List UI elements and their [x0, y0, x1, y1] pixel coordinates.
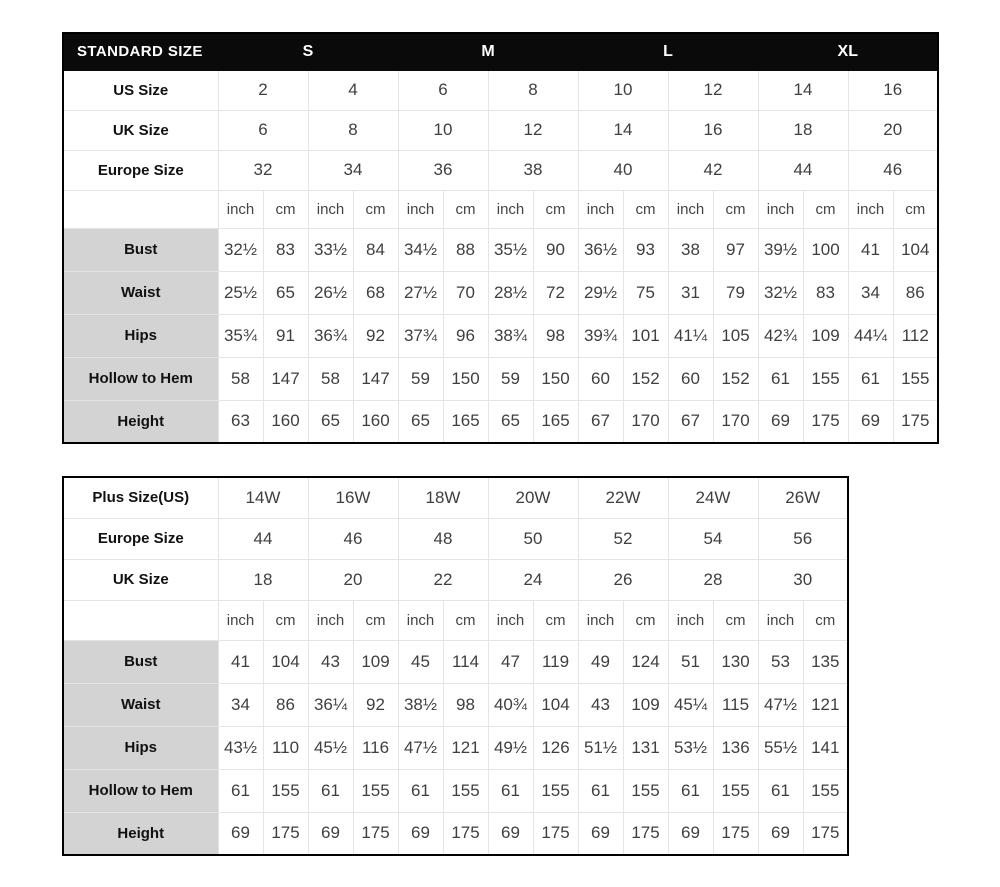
unit-label-inch: inch — [398, 190, 443, 228]
unit-label-cm: cm — [353, 190, 398, 228]
standard-size-table-body — [63, 33, 938, 443]
measurement-value: 155 — [263, 769, 308, 812]
unit-label-inch: inch — [758, 600, 803, 640]
size-value: 16W — [308, 477, 398, 518]
measurement-value: 86 — [893, 271, 938, 314]
row-height — [63, 400, 938, 443]
measurement-value: 114 — [443, 640, 488, 683]
size-value: 10 — [398, 110, 488, 150]
measurement-value: 33½ — [308, 228, 353, 271]
measurement-value: 155 — [353, 769, 398, 812]
size-value: 38 — [488, 150, 578, 190]
unit-label-cm: cm — [713, 190, 758, 228]
measurement-value: 65 — [488, 400, 533, 443]
plus-size-table-body — [63, 477, 848, 855]
measurement-value: 43 — [308, 640, 353, 683]
standard-size-title: STANDARD SIZE — [63, 33, 218, 70]
measurement-value: 47 — [488, 640, 533, 683]
measurement-value: 100 — [803, 228, 848, 271]
size-value: 34 — [308, 150, 398, 190]
size-group-s: S — [218, 33, 398, 70]
row-label-hips: Hips — [63, 726, 218, 769]
unit-label-cm: cm — [893, 190, 938, 228]
measurement-value: 69 — [758, 812, 803, 855]
size-value: 50 — [488, 518, 578, 559]
measurement-value: 41 — [848, 228, 893, 271]
unit-label-cm: cm — [263, 600, 308, 640]
measurement-value: 61 — [398, 769, 443, 812]
measurement-value: 155 — [443, 769, 488, 812]
size-value: 54 — [668, 518, 758, 559]
measurement-value: 155 — [713, 769, 758, 812]
size-value: 42 — [668, 150, 758, 190]
measurement-value: 70 — [443, 271, 488, 314]
measurement-value: 130 — [713, 640, 758, 683]
measurement-value: 40¾ — [488, 683, 533, 726]
size-value: 28 — [668, 559, 758, 600]
measurement-value: 121 — [443, 726, 488, 769]
size-value: 52 — [578, 518, 668, 559]
measurement-value: 75 — [623, 271, 668, 314]
unit-label-inch: inch — [668, 600, 713, 640]
row-label-plus-size-us: Plus Size(US) — [63, 477, 218, 518]
unit-label-inch: inch — [488, 190, 533, 228]
measurement-value: 175 — [803, 812, 848, 855]
table-gap — [62, 444, 1000, 476]
measurement-value: 109 — [353, 640, 398, 683]
measurement-value: 41 — [218, 640, 263, 683]
row-label-uk-size: UK Size — [63, 559, 218, 600]
measurement-value: 61 — [488, 769, 533, 812]
size-value: 46 — [308, 518, 398, 559]
measurement-value: 44¼ — [848, 314, 893, 357]
measurement-value: 32½ — [218, 228, 263, 271]
row-label-us-size: US Size — [63, 70, 218, 110]
unit-label-inch: inch — [668, 190, 713, 228]
measurement-value: 155 — [803, 769, 848, 812]
measurement-value: 38 — [668, 228, 713, 271]
measurement-value: 160 — [353, 400, 398, 443]
measurement-value: 61 — [218, 769, 263, 812]
measurement-value: 51½ — [578, 726, 623, 769]
measurement-value: 36¾ — [308, 314, 353, 357]
plus-size-table — [62, 476, 849, 856]
size-value: 32 — [218, 150, 308, 190]
unit-label-inch: inch — [848, 190, 893, 228]
row-label-height: Height — [63, 400, 218, 443]
measurement-value: 35¾ — [218, 314, 263, 357]
row-hips — [63, 314, 938, 357]
measurement-value: 69 — [758, 400, 803, 443]
measurement-value: 49½ — [488, 726, 533, 769]
measurement-value: 136 — [713, 726, 758, 769]
unit-label-cm: cm — [803, 600, 848, 640]
measurement-value: 49 — [578, 640, 623, 683]
measurement-value: 121 — [803, 683, 848, 726]
measurement-value: 31 — [668, 271, 713, 314]
measurement-value: 51 — [668, 640, 713, 683]
row-bust — [63, 640, 848, 683]
row-label-hips: Hips — [63, 314, 218, 357]
row-hollow-to-hem — [63, 769, 848, 812]
unit-row — [63, 190, 938, 228]
measurement-value: 175 — [353, 812, 398, 855]
measurement-value: 97 — [713, 228, 758, 271]
size-group-m: M — [398, 33, 578, 70]
size-value: 36 — [398, 150, 488, 190]
measurement-value: 69 — [668, 812, 713, 855]
measurement-value: 104 — [263, 640, 308, 683]
measurement-value: 34 — [218, 683, 263, 726]
size-value: 14 — [578, 110, 668, 150]
size-value: 6 — [218, 110, 308, 150]
measurement-value: 53 — [758, 640, 803, 683]
measurement-value: 36¼ — [308, 683, 353, 726]
measurement-value: 69 — [398, 812, 443, 855]
measurement-value: 152 — [623, 357, 668, 400]
measurement-value: 29½ — [578, 271, 623, 314]
measurement-value: 112 — [893, 314, 938, 357]
measurement-value: 65 — [308, 400, 353, 443]
measurement-value: 68 — [353, 271, 398, 314]
size-value: 12 — [488, 110, 578, 150]
measurement-value: 61 — [758, 357, 803, 400]
unit-label-cm: cm — [623, 190, 668, 228]
measurement-value: 150 — [443, 357, 488, 400]
measurement-value: 119 — [533, 640, 578, 683]
row-label-bust: Bust — [63, 228, 218, 271]
size-value: 20W — [488, 477, 578, 518]
measurement-value: 28½ — [488, 271, 533, 314]
size-value: 18 — [758, 110, 848, 150]
size-value: 6 — [398, 70, 488, 110]
measurement-value: 98 — [443, 683, 488, 726]
measurement-value: 160 — [263, 400, 308, 443]
row-label-hollow-to-hem: Hollow to Hem — [63, 769, 218, 812]
size-value: 26 — [578, 559, 668, 600]
measurement-value: 35½ — [488, 228, 533, 271]
row-waist — [63, 683, 848, 726]
measurement-value: 96 — [443, 314, 488, 357]
size-value: 10 — [578, 70, 668, 110]
measurement-value: 69 — [848, 400, 893, 443]
row-label-europe-size: Europe Size — [63, 518, 218, 559]
measurement-value: 83 — [803, 271, 848, 314]
measurement-value: 38½ — [398, 683, 443, 726]
measurement-value: 150 — [533, 357, 578, 400]
size-value: 20 — [848, 110, 938, 150]
unit-label-inch: inch — [578, 190, 623, 228]
size-value: 16 — [848, 70, 938, 110]
measurement-value: 93 — [623, 228, 668, 271]
size-value: 4 — [308, 70, 398, 110]
standard-size-table — [62, 32, 939, 444]
measurement-value: 170 — [623, 400, 668, 443]
row-label-waist: Waist — [63, 683, 218, 726]
row-uk-size — [63, 110, 938, 150]
measurement-value: 155 — [623, 769, 668, 812]
measurement-value: 60 — [668, 357, 713, 400]
measurement-value: 61 — [758, 769, 803, 812]
size-value: 16 — [668, 110, 758, 150]
row-bust — [63, 228, 938, 271]
measurement-value: 69 — [488, 812, 533, 855]
size-value: 20 — [308, 559, 398, 600]
unit-label-inch: inch — [398, 600, 443, 640]
unit-label-cm: cm — [803, 190, 848, 228]
row-hips — [63, 726, 848, 769]
row-label-height: Height — [63, 812, 218, 855]
measurement-value: 104 — [893, 228, 938, 271]
row-label-uk-size: UK Size — [63, 110, 218, 150]
measurement-value: 90 — [533, 228, 578, 271]
size-value: 46 — [848, 150, 938, 190]
measurement-value: 86 — [263, 683, 308, 726]
measurement-value: 59 — [398, 357, 443, 400]
measurement-value: 91 — [263, 314, 308, 357]
unit-label-cm: cm — [263, 190, 308, 228]
measurement-value: 155 — [533, 769, 578, 812]
measurement-value: 88 — [443, 228, 488, 271]
row-height — [63, 812, 848, 855]
measurement-value: 63 — [218, 400, 263, 443]
measurement-value: 175 — [443, 812, 488, 855]
measurement-value: 69 — [308, 812, 353, 855]
row-hollow-to-hem — [63, 357, 938, 400]
measurement-value: 72 — [533, 271, 578, 314]
unit-row-spacer — [63, 600, 218, 640]
size-value: 56 — [758, 518, 848, 559]
standard-header-row — [63, 33, 938, 70]
measurement-value: 47½ — [398, 726, 443, 769]
measurement-value: 175 — [623, 812, 668, 855]
measurement-value: 109 — [623, 683, 668, 726]
measurement-value: 61 — [308, 769, 353, 812]
size-group-xl: XL — [758, 33, 938, 70]
unit-label-inch: inch — [488, 600, 533, 640]
size-value: 40 — [578, 150, 668, 190]
measurement-value: 43 — [578, 683, 623, 726]
size-value: 22 — [398, 559, 488, 600]
unit-row — [63, 600, 848, 640]
measurement-value: 41¼ — [668, 314, 713, 357]
measurement-value: 67 — [668, 400, 713, 443]
measurement-value: 175 — [263, 812, 308, 855]
measurement-value: 155 — [893, 357, 938, 400]
measurement-value: 38¾ — [488, 314, 533, 357]
measurement-value: 175 — [533, 812, 578, 855]
measurement-value: 84 — [353, 228, 398, 271]
measurement-value: 115 — [713, 683, 758, 726]
measurement-value: 61 — [668, 769, 713, 812]
measurement-value: 34 — [848, 271, 893, 314]
row-label-bust: Bust — [63, 640, 218, 683]
size-value: 8 — [308, 110, 398, 150]
size-value: 22W — [578, 477, 668, 518]
measurement-value: 116 — [353, 726, 398, 769]
measurement-value: 58 — [218, 357, 263, 400]
measurement-value: 32½ — [758, 271, 803, 314]
measurement-value: 34½ — [398, 228, 443, 271]
measurement-value: 42¾ — [758, 314, 803, 357]
measurement-value: 175 — [893, 400, 938, 443]
measurement-value: 45½ — [308, 726, 353, 769]
size-value: 2 — [218, 70, 308, 110]
measurement-value: 36½ — [578, 228, 623, 271]
unit-label-cm: cm — [443, 190, 488, 228]
measurement-value: 175 — [803, 400, 848, 443]
measurement-value: 92 — [353, 683, 398, 726]
unit-label-cm: cm — [623, 600, 668, 640]
row-europe-size — [63, 150, 938, 190]
measurement-value: 98 — [533, 314, 578, 357]
measurement-value: 92 — [353, 314, 398, 357]
unit-label-cm: cm — [533, 190, 578, 228]
unit-label-inch: inch — [578, 600, 623, 640]
measurement-value: 58 — [308, 357, 353, 400]
measurement-value: 141 — [803, 726, 848, 769]
row-label-waist: Waist — [63, 271, 218, 314]
unit-label-inch: inch — [758, 190, 803, 228]
measurement-value: 69 — [218, 812, 263, 855]
measurement-value: 124 — [623, 640, 668, 683]
row-label-hollow-to-hem: Hollow to Hem — [63, 357, 218, 400]
measurement-value: 147 — [353, 357, 398, 400]
measurement-value: 45 — [398, 640, 443, 683]
measurement-value: 155 — [803, 357, 848, 400]
measurement-value: 147 — [263, 357, 308, 400]
size-value: 14W — [218, 477, 308, 518]
size-value: 12 — [668, 70, 758, 110]
measurement-value: 65 — [398, 400, 443, 443]
row-waist — [63, 271, 938, 314]
measurement-value: 69 — [578, 812, 623, 855]
size-value: 44 — [758, 150, 848, 190]
measurement-value: 59 — [488, 357, 533, 400]
measurement-value: 101 — [623, 314, 668, 357]
unit-label-inch: inch — [308, 190, 353, 228]
row-plus-size-us — [63, 477, 848, 518]
measurement-value: 65 — [263, 271, 308, 314]
measurement-value: 61 — [848, 357, 893, 400]
measurement-value: 165 — [533, 400, 578, 443]
size-value: 30 — [758, 559, 848, 600]
size-value: 18 — [218, 559, 308, 600]
unit-label-inch: inch — [218, 190, 263, 228]
unit-label-cm: cm — [533, 600, 578, 640]
measurement-value: 60 — [578, 357, 623, 400]
size-value: 48 — [398, 518, 488, 559]
measurement-value: 39¾ — [578, 314, 623, 357]
measurement-value: 39½ — [758, 228, 803, 271]
size-value: 24W — [668, 477, 758, 518]
measurement-value: 79 — [713, 271, 758, 314]
measurement-value: 83 — [263, 228, 308, 271]
measurement-value: 26½ — [308, 271, 353, 314]
size-value: 26W — [758, 477, 848, 518]
measurement-value: 43½ — [218, 726, 263, 769]
measurement-value: 27½ — [398, 271, 443, 314]
measurement-value: 47½ — [758, 683, 803, 726]
measurement-value: 105 — [713, 314, 758, 357]
row-label-europe-size: Europe Size — [63, 150, 218, 190]
measurement-value: 126 — [533, 726, 578, 769]
unit-label-inch: inch — [308, 600, 353, 640]
unit-label-cm: cm — [353, 600, 398, 640]
measurement-value: 61 — [578, 769, 623, 812]
size-group-l: L — [578, 33, 758, 70]
measurement-value: 170 — [713, 400, 758, 443]
unit-label-cm: cm — [443, 600, 488, 640]
unit-label-cm: cm — [713, 600, 758, 640]
size-value: 8 — [488, 70, 578, 110]
unit-label-inch: inch — [218, 600, 263, 640]
size-value: 24 — [488, 559, 578, 600]
row-us-size — [63, 70, 938, 110]
measurement-value: 104 — [533, 683, 578, 726]
measurement-value: 131 — [623, 726, 668, 769]
row-europe-size — [63, 518, 848, 559]
measurement-value: 135 — [803, 640, 848, 683]
measurement-value: 25½ — [218, 271, 263, 314]
measurement-value: 165 — [443, 400, 488, 443]
size-value: 44 — [218, 518, 308, 559]
size-value: 14 — [758, 70, 848, 110]
size-value: 18W — [398, 477, 488, 518]
measurement-value: 110 — [263, 726, 308, 769]
measurement-value: 175 — [713, 812, 758, 855]
unit-row-spacer — [63, 190, 218, 228]
measurement-value: 37¾ — [398, 314, 443, 357]
row-uk-size — [63, 559, 848, 600]
measurement-value: 55½ — [758, 726, 803, 769]
measurement-value: 45¼ — [668, 683, 713, 726]
measurement-value: 109 — [803, 314, 848, 357]
measurement-value: 152 — [713, 357, 758, 400]
measurement-value: 67 — [578, 400, 623, 443]
measurement-value: 53½ — [668, 726, 713, 769]
